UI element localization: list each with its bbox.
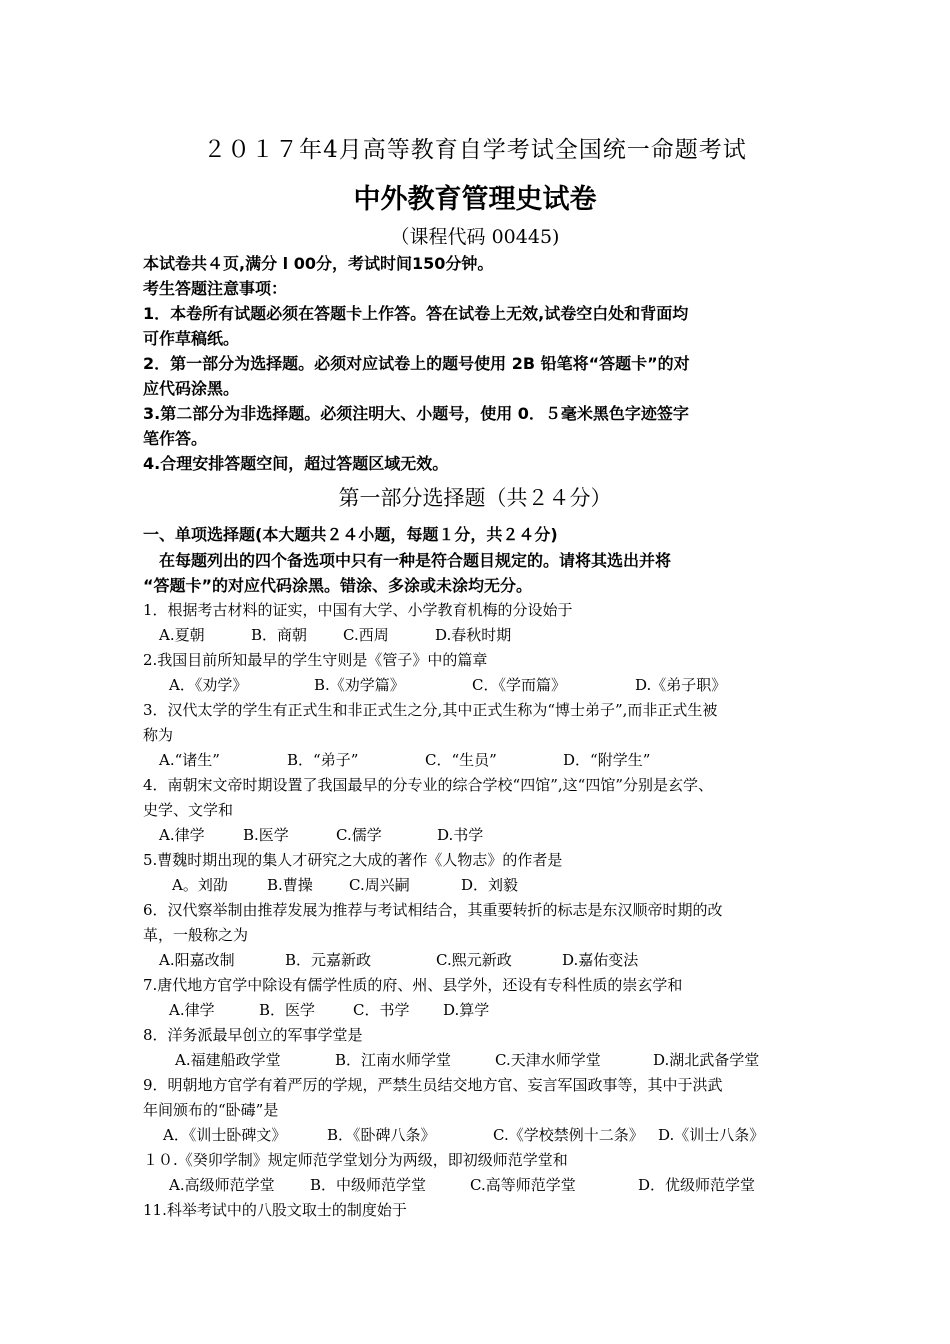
option: D．优级师范学堂 (638, 1176, 756, 1194)
option: D.《弟子职》 (635, 676, 727, 694)
question-stem: 11.科举考试中的八股文取士的制度始于 (143, 1201, 407, 1219)
question-stem: 3．汉代太学的学生有正式生和非正式生之分,其中正式生称为“博士弟子”,而非正式生被 (143, 701, 718, 719)
option: C.熙元新政 (436, 951, 512, 969)
option: C．“生员” (425, 751, 497, 769)
option: A．《劝学》 (169, 676, 248, 694)
question-options (163, 1125, 764, 1146)
option: D．刘毅 (461, 876, 519, 894)
instruction-item-1-cont: 可作草稿纸。 (143, 329, 240, 348)
option: A.福建船政学堂 (175, 1051, 281, 1069)
instructions-summary: 本试卷共４页,满分 l 00分，考试时间150分钟。 (143, 254, 494, 273)
directions: 在每题列出的四个备选项中只有一种是符合题目规定的。请将其选出并将 (143, 551, 672, 570)
question-options (169, 675, 726, 696)
option: C.天津水师学堂 (495, 1051, 601, 1069)
instruction-item-1: 1．本卷所有试题必须在答题卡上作答。答在试卷上无效,试卷空白处和背面均 (143, 304, 689, 323)
option: D.算学 (443, 1001, 490, 1019)
course-code: （课程代码 00445) (390, 226, 560, 248)
question-stem-cont: 称为 (143, 726, 174, 744)
question-options (169, 1175, 755, 1196)
paper-title: 中外教育管理史试卷 (353, 184, 597, 215)
option: A.阳嘉改制 (159, 951, 235, 969)
question-stem: 2.我国目前所知最早的学生守则是《管子》中的篇章 (143, 651, 488, 669)
question-stem: 5.曹魏时期出现的集人才研究之大成的著作《人物志》的作者是 (143, 851, 563, 869)
option: B.曹操 (267, 876, 313, 894)
question-stem: 9．明朝地方官学有着严厉的学规，严禁生员结交地方官、妄言军国政事等，其中于洪武 (143, 1076, 723, 1094)
option: A.高级师范学堂 (169, 1176, 275, 1194)
section-heading: 一、单项选择题(本大题共２４小题，每题１分，共２４分) (143, 525, 558, 544)
option: B．医学 (259, 1001, 316, 1019)
option: B．中级师范学堂 (310, 1176, 427, 1194)
question-stem-cont: 史学、文学和 (143, 801, 234, 819)
question-options (159, 750, 650, 771)
question-stem-cont: 革，一般称之为 (143, 926, 249, 944)
option: B．“弟子” (287, 751, 359, 769)
option: C.西周 (343, 626, 389, 644)
instruction-item-3-cont: 笔作答。 (143, 429, 208, 448)
instruction-item-4: 4.合理安排答题空间，超过答题区域无效。 (143, 454, 449, 473)
option: A。刘劭 (172, 876, 228, 894)
option: B．商朝 (251, 626, 308, 644)
exam-title: ２０１７年4月高等教育自学考试全国统一命题考试 (203, 137, 747, 163)
question-options (172, 875, 518, 896)
option: B.《劝学篇》 (314, 676, 405, 694)
option: B．《卧碑八条》 (327, 1126, 436, 1144)
option: C.儒学 (336, 826, 382, 844)
question-stem: 4．南朝宋文帝时期设置了我国最早的分专业的综合学校“四馆”,这“四馆”分别是玄学、 (143, 776, 713, 794)
option: A.律学 (169, 1001, 215, 1019)
question-options (175, 1050, 759, 1071)
option: D．“附学生” (563, 751, 651, 769)
option: A.律学 (159, 826, 205, 844)
part1-title: 第一部分选择题（共２４分） (338, 486, 612, 510)
option: D.春秋时期 (435, 626, 512, 644)
instructions-heading: 考生答题注意事项： (143, 279, 288, 298)
option: B．江南水师学堂 (335, 1051, 452, 1069)
question-options (159, 950, 638, 971)
question-stem: 6．汉代察举制由推荐发展为推荐与考试相结合，其重要转折的标志是东汉顺帝时期的改 (143, 901, 723, 919)
question-stem: 8．洋务派最早创立的军事学堂是 (143, 1026, 363, 1044)
option: D.《训士八条》 (658, 1126, 765, 1144)
question-stem-cont: 年间颁布的“卧碡”是 (143, 1101, 279, 1119)
option: B.医学 (243, 826, 289, 844)
option: C.高等师范学堂 (470, 1176, 576, 1194)
directions-cont: “答题卡”的对应代码涂黑。错涂、多涂或未涂均无分。 (143, 576, 533, 595)
question-options (159, 625, 511, 646)
option: C．《学而篇》 (472, 676, 566, 694)
option: D.湖北武备学堂 (653, 1051, 760, 1069)
option: C.《学校禁例十二条》 (493, 1126, 644, 1144)
question-stem: 7.唐代地方官学中除设有儒学性质的府、州、县学外，还设有专科性质的崇玄学和 (143, 976, 683, 994)
option: C．书学 (353, 1001, 410, 1019)
instruction-item-2-cont: 应代码涂黑。 (143, 379, 240, 398)
option: A．《训士卧碑文》 (163, 1126, 287, 1144)
option: A.夏朝 (159, 626, 205, 644)
instruction-item-2: 2．第一部分为选择题。必须对应试卷上的题号使用 2B 铅笔将“答题卡”的对 (143, 354, 690, 373)
question-options (169, 1000, 489, 1021)
option: A.“诸生” (159, 751, 220, 769)
option: D.书学 (437, 826, 484, 844)
question-stem: 1．根据考古材料的证实，中国有大学、小学教育机梅的分设始于 (143, 601, 573, 619)
instruction-item-3: 3.第二部分为非选择题。必须注明大、小题号，使用 0．５毫米黑色字迹签字 (143, 404, 689, 423)
option: C.周兴嗣 (349, 876, 410, 894)
option: B．元嘉新政 (285, 951, 372, 969)
question-stem: １０.《癸卯学制》规定师范学堂划分为两级，即初级师范学堂和 (143, 1151, 568, 1169)
question-options (159, 825, 483, 846)
option: D.嘉佑变法 (562, 951, 639, 969)
